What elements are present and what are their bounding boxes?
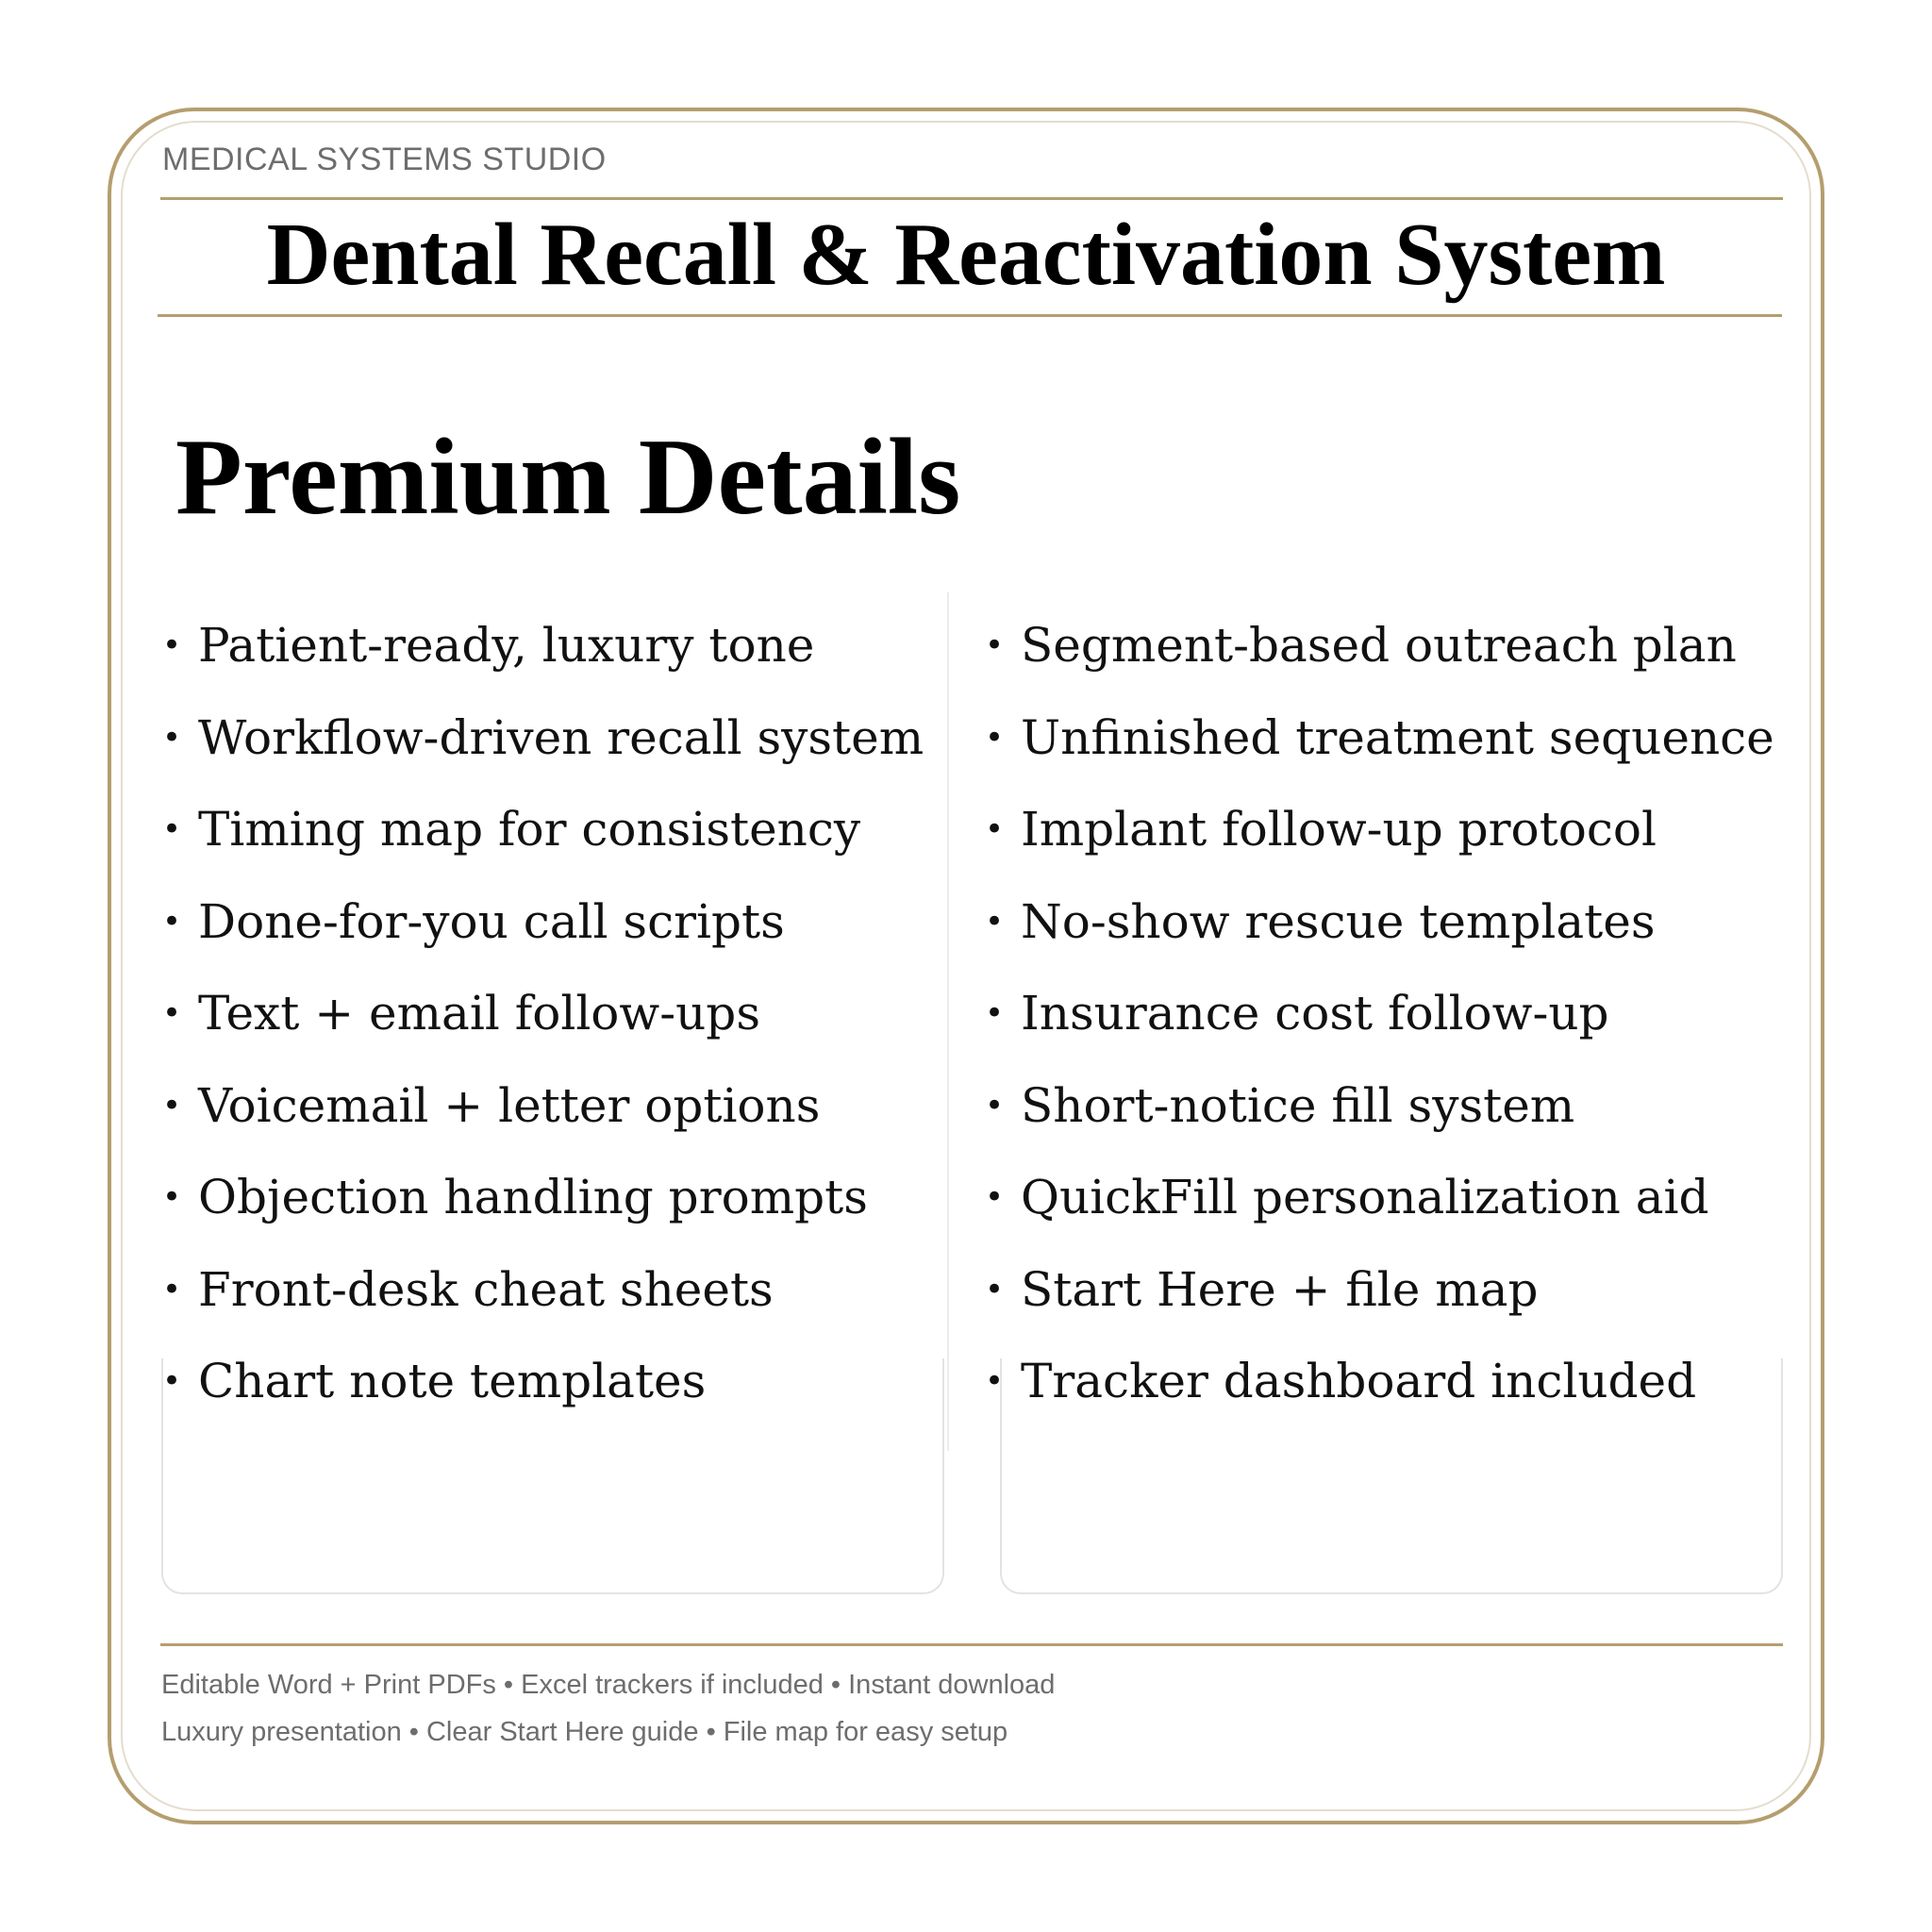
list-item xyxy=(162,1336,936,1428)
list-item xyxy=(985,876,1796,969)
section-title: Premium Details xyxy=(175,417,961,538)
bullet-icon: • xyxy=(985,718,1005,757)
list-item xyxy=(985,1060,1796,1153)
list-item-text: Done-for-you call scripts xyxy=(198,893,785,949)
list-item xyxy=(985,1152,1796,1244)
bullet-icon: • xyxy=(162,1270,182,1308)
list-item-text: Voicemail + letter options xyxy=(198,1077,821,1133)
list-item-text: Insurance cost follow-up xyxy=(1021,986,1609,1041)
footer-divider xyxy=(160,1643,1783,1646)
bullet-icon: • xyxy=(162,1178,182,1216)
list-item xyxy=(985,692,1796,785)
bullet-icon: • xyxy=(985,626,1005,664)
list-item-text: Segment-based outreach plan xyxy=(1021,618,1737,673)
list-item xyxy=(162,1060,936,1153)
list-item-text: No-show rescue templates xyxy=(1021,893,1656,949)
list-item xyxy=(162,1244,936,1337)
list-item xyxy=(985,1244,1796,1337)
list-item-text: Unfinished treatment sequence xyxy=(1021,709,1774,765)
column-divider xyxy=(947,592,949,1451)
list-item-text: Front-desk cheat sheets xyxy=(198,1261,774,1317)
right-feature-list xyxy=(985,600,1796,1428)
footer-line-2: Luxury presentation • Clear Start Here guide • File map for easy setup xyxy=(161,1717,1008,1747)
footer-line-1: Editable Word + Print PDFs • Excel trackers if included • Instant download xyxy=(161,1670,1056,1700)
list-item-text: Chart note templates xyxy=(198,1354,707,1408)
list-item-text: Objection handling prompts xyxy=(198,1170,868,1224)
list-item xyxy=(162,968,936,1060)
bullet-icon: • xyxy=(985,1270,1005,1308)
list-item xyxy=(162,600,936,692)
list-item-text: QuickFill personalization aid xyxy=(1021,1170,1709,1224)
bullet-icon: • xyxy=(162,902,182,941)
list-item xyxy=(162,784,936,876)
bullet-icon: • xyxy=(162,994,182,1032)
bullet-icon: • xyxy=(985,1362,1005,1400)
list-item-text: Implant follow-up protocol xyxy=(1021,802,1657,857)
bullet-icon: • xyxy=(985,810,1005,848)
left-feature-list xyxy=(162,600,936,1428)
title-divider xyxy=(158,314,1782,317)
bullet-icon: • xyxy=(162,626,182,664)
brand-label: MEDICAL SYSTEMS STUDIO xyxy=(162,142,607,177)
bullet-icon: • xyxy=(985,994,1005,1032)
list-item xyxy=(985,784,1796,876)
list-item xyxy=(162,692,936,785)
list-item-text: Start Here + file map xyxy=(1021,1261,1539,1317)
list-item xyxy=(162,1152,936,1244)
list-item-text: Timing map for consistency xyxy=(198,802,861,857)
list-item-text: Patient-ready, luxury tone xyxy=(198,618,815,673)
list-item xyxy=(985,600,1796,692)
main-title: Dental Recall & Reactivation System xyxy=(266,206,1666,304)
list-item-text: Short-notice fill system xyxy=(1021,1077,1575,1133)
list-item xyxy=(162,876,936,969)
bullet-icon: • xyxy=(162,810,182,848)
bullet-icon: • xyxy=(985,902,1005,941)
bullet-icon: • xyxy=(162,1362,182,1400)
list-item-text: Text + email follow-ups xyxy=(198,986,760,1041)
bullet-icon: • xyxy=(162,718,182,757)
bullet-icon: • xyxy=(162,1086,182,1124)
bullet-icon: • xyxy=(985,1086,1005,1124)
list-item-text: Workflow-driven recall system xyxy=(198,709,924,765)
bullet-icon: • xyxy=(985,1178,1005,1216)
list-item-text: Tracker dashboard included xyxy=(1021,1354,1697,1408)
list-item xyxy=(985,1336,1796,1428)
list-item xyxy=(985,968,1796,1060)
